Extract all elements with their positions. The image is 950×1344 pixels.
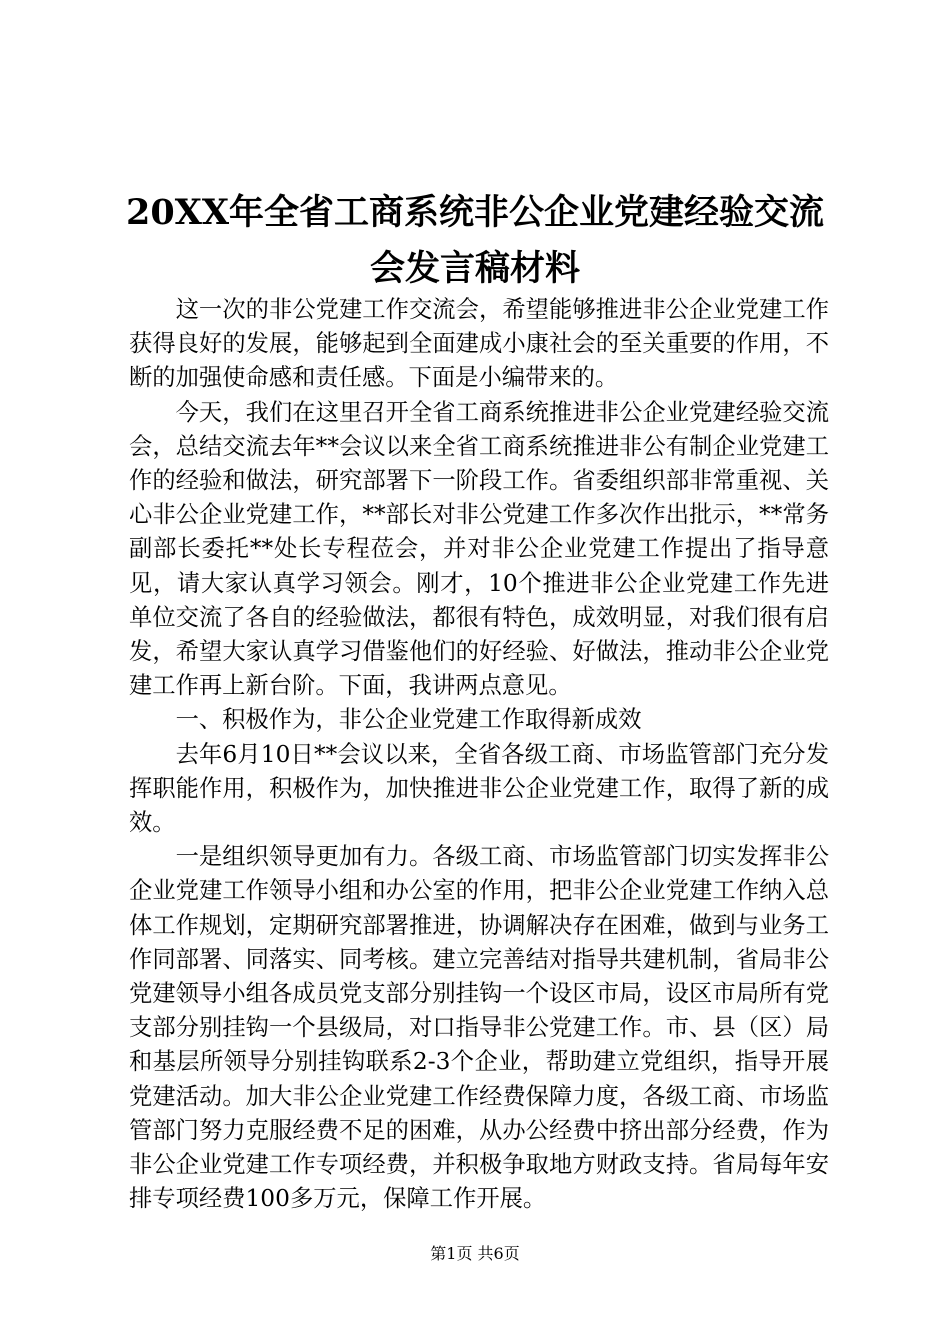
title-line-1: 20XX年全省工商系统非公企业党建经验交流 <box>125 192 825 233</box>
paragraph-section-1-summary: 去年6月10日**会议以来，全省各级工商、市场监管部门充分发挥职能作用，积极作为，加快推进非公企业党建工作，取得了新的成效。 <box>129 740 829 837</box>
paragraph-opening: 今天，我们在这里召开全省工商系统推进非公企业党建经验交流会，总结交流去年**会议以来全省工商系统推进非公有制企业党建工作的经验和做法，研究部署下一阶段工作。省委组织部非常重视、关心非公企业党建工作，**部长对非公党建工作多次作出批示，**常务副部长委托**处长专程莅会，并对非公企业党建工作提出了指导意见，请大家认真学习领会。刚才，10个推进非公企业党建工作先进单位交流了各自的经验做法，都很有特色，成效明显，对我们很有启发，希望大家认真学习借鉴他们的好经验、好做法，推动非公企业党建工作再上新台阶。下面，我讲两点意见。 <box>129 398 829 700</box>
page-footer: 第1页 共6页 <box>430 1244 520 1263</box>
paragraph-organization-leadership: 一是组织领导更加有力。各级工商、市场监管部门切实发挥非公企业党建工作领导小组和办公室的作用，把非公企业党建工作纳入总体工作规划，定期研究部署推进，协调解决存在困难，做到与业务工作同部署、同落实、同考核。建立完善结对指导共建机制，省局非公党建领导小组各成员党支部分别挂钩一个设区市局，设区市局所有党支部分别挂钩一个县级局，对口指导非公党建工作。市、县（区）局和基层所领导分别挂钩联系2-3个企业，帮助建立党组织，指导开展党建活动。加大非公企业党建工作经费保障力度，各级工商、市场监管部门努力克服经费不足的困难，从办公经费中挤出部分经费，作为非公企业党建工作专项经费，并积极争取地方财政支持。省局每年安排专项经费100多万元，保障工作开展。 <box>129 843 829 1213</box>
document-title <box>100 185 850 297</box>
title-line-2: 会发言稿材料 <box>369 248 580 289</box>
section-heading-1: 一、积极作为，非公企业党建工作取得新成效 <box>175 706 642 734</box>
paragraph-intro: 这一次的非公党建工作交流会，希望能够推进非公企业党建工作获得良好的发展，能够起到全面建成小康社会的至关重要的作用，不断的加强使命感和责任感。下面是小编带来的。 <box>129 296 829 392</box>
document-body <box>129 293 829 1216</box>
